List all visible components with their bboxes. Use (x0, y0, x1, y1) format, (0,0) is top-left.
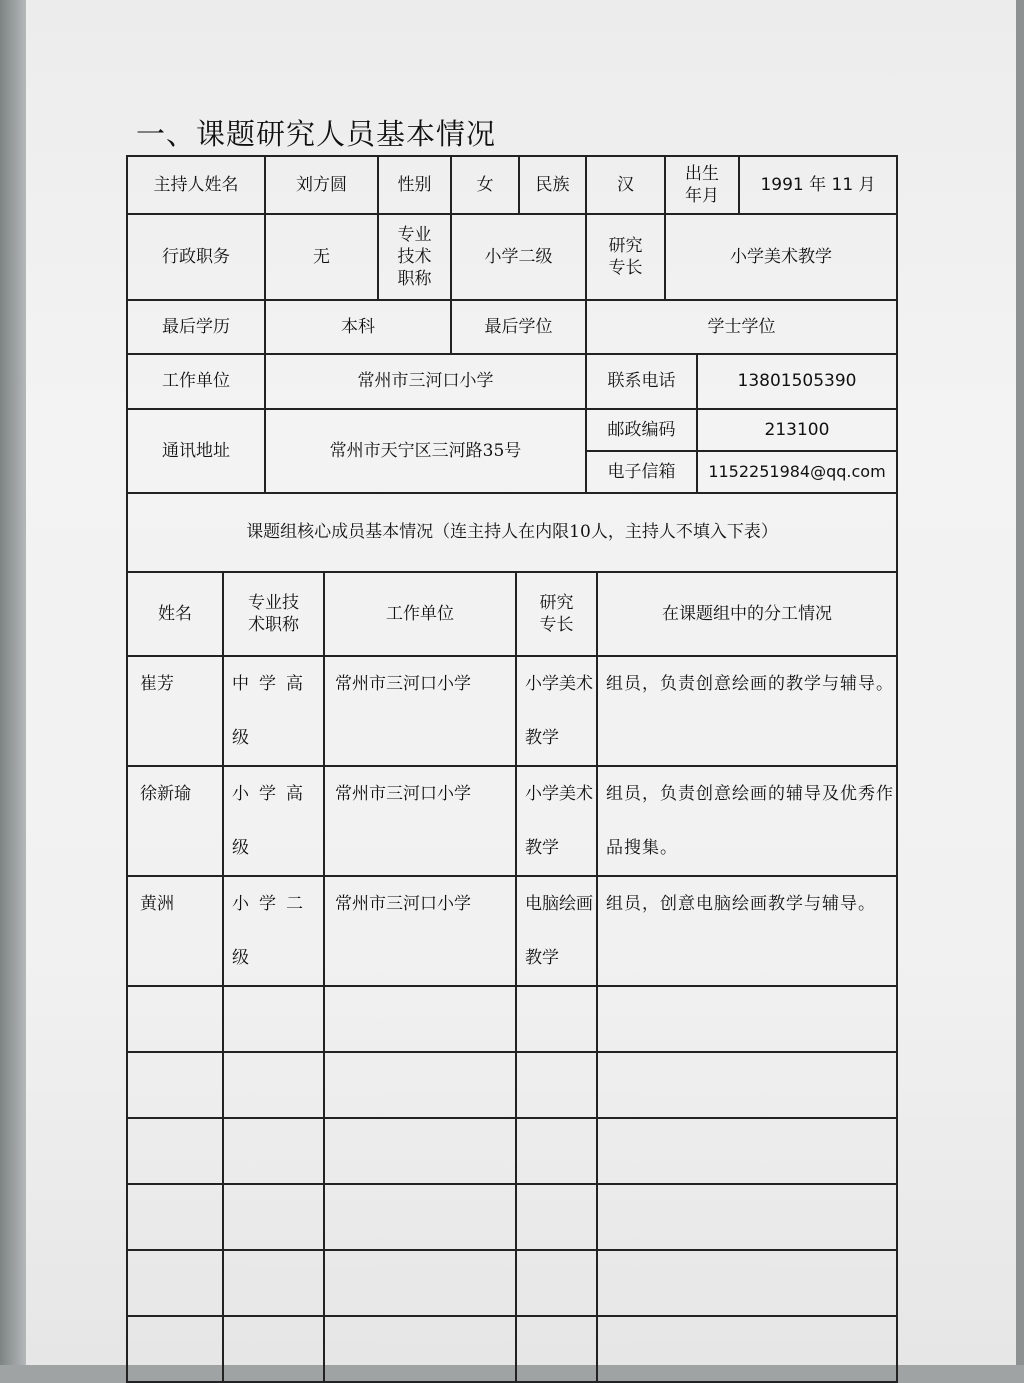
section-title: 一、课题研究人员基本情况 (136, 117, 497, 151)
empty-cell (597, 1184, 897, 1250)
unit-label: 工作单位 (127, 354, 265, 409)
header-duty: 在课题组中的分工情况 (597, 572, 897, 656)
table-row (127, 876, 897, 986)
empty-cell (127, 1316, 223, 1382)
empty-cell (127, 1250, 223, 1316)
empty-cell (324, 1316, 516, 1382)
address-label: 通讯地址 (127, 409, 265, 493)
members-caption: 课题组核心成员基本情况（连主持人在内限10人，主持人不填入下表） (127, 493, 897, 572)
empty-cell (597, 1052, 897, 1118)
degree-value: 学士学位 (586, 300, 897, 354)
empty-cell (127, 986, 223, 1052)
empty-cell (516, 1118, 597, 1184)
phone-label: 联系电话 (586, 354, 697, 409)
phone-value: 13801505390 (697, 354, 897, 409)
empty-row (127, 1052, 897, 1118)
empty-cell (597, 1250, 897, 1316)
empty-row (127, 1184, 897, 1250)
empty-cell (516, 1316, 597, 1382)
desk-left-edge (0, 0, 26, 1365)
empty-cell (516, 1052, 597, 1118)
empty-cell (597, 1118, 897, 1184)
member-title: 小学高级 (223, 766, 324, 876)
empty-cell (324, 986, 516, 1052)
host-info-table (126, 155, 898, 573)
education-value: 本科 (265, 300, 451, 354)
member-name: 黄洲 (127, 876, 223, 986)
header-name: 姓名 (127, 572, 223, 656)
empty-cell (324, 1052, 516, 1118)
host-name-label: 主持人姓名 (127, 156, 265, 214)
empty-cell (516, 1250, 597, 1316)
empty-cell (324, 1250, 516, 1316)
empty-cell (516, 1184, 597, 1250)
admin-label: 行政职务 (127, 214, 265, 300)
tech-title-label: 专业技术职称 (378, 214, 451, 300)
postcode-value: 213100 (697, 409, 897, 451)
header-title: 专业技术职称 (223, 572, 324, 656)
host-name-value: 刘方圆 (265, 156, 378, 214)
member-unit: 常州市三河口小学 (324, 766, 516, 876)
member-duty: 组员，负责创意绘画的教学与辅导。 (597, 656, 897, 766)
member-title: 中学高级 (223, 656, 324, 766)
member-specialty: 小学美术教学 (516, 766, 597, 876)
empty-cell (127, 1052, 223, 1118)
desk-right-edge (1016, 0, 1024, 1365)
gender-value: 女 (451, 156, 519, 214)
empty-row (127, 1118, 897, 1184)
specialty-label: 研究专长 (586, 214, 665, 300)
header-specialty: 研究专长 (516, 572, 597, 656)
empty-cell (223, 1250, 324, 1316)
empty-cell (223, 1184, 324, 1250)
empty-cell (324, 1184, 516, 1250)
members-table (126, 571, 898, 1383)
member-specialty: 小学美术教学 (516, 656, 597, 766)
email-value: 1152251984@qq.com (697, 451, 897, 493)
member-unit: 常州市三河口小学 (324, 656, 516, 766)
empty-cell (223, 1052, 324, 1118)
empty-cell (127, 1118, 223, 1184)
unit-value: 常州市三河口小学 (265, 354, 586, 409)
empty-cell (223, 1118, 324, 1184)
empty-row (127, 986, 897, 1052)
email-label: 电子信箱 (586, 451, 697, 493)
member-title: 小学二级 (223, 876, 324, 986)
ethnicity-value: 汉 (586, 156, 665, 214)
member-duty: 组员，负责创意绘画的辅导及优秀作品搜集。 (597, 766, 897, 876)
member-name: 徐新瑜 (127, 766, 223, 876)
gender-label: 性别 (378, 156, 451, 214)
empty-cell (223, 1316, 324, 1382)
member-duty: 组员，创意电脑绘画教学与辅导。 (597, 876, 897, 986)
empty-cell (127, 1184, 223, 1250)
member-specialty: 电脑绘画教学 (516, 876, 597, 986)
table-row (127, 656, 897, 766)
admin-value: 无 (265, 214, 378, 300)
birth-value: 1991 年 11 月 (739, 156, 897, 214)
education-label: 最后学历 (127, 300, 265, 354)
empty-row (127, 1316, 897, 1382)
postcode-label: 邮政编码 (586, 409, 697, 451)
empty-cell (516, 986, 597, 1052)
header-unit: 工作单位 (324, 572, 516, 656)
empty-row (127, 1250, 897, 1316)
empty-cell (597, 1316, 897, 1382)
ethnicity-label: 民族 (519, 156, 586, 214)
empty-cell (223, 986, 324, 1052)
birth-label: 出生年月 (665, 156, 739, 214)
degree-label: 最后学位 (451, 300, 586, 354)
empty-cell (324, 1118, 516, 1184)
member-name: 崔芳 (127, 656, 223, 766)
table-row (127, 766, 897, 876)
empty-cell (597, 986, 897, 1052)
tech-title-value: 小学二级 (451, 214, 586, 300)
address-value: 常州市天宁区三河路35号 (265, 409, 586, 493)
member-unit: 常州市三河口小学 (324, 876, 516, 986)
specialty-value: 小学美术教学 (665, 214, 897, 300)
